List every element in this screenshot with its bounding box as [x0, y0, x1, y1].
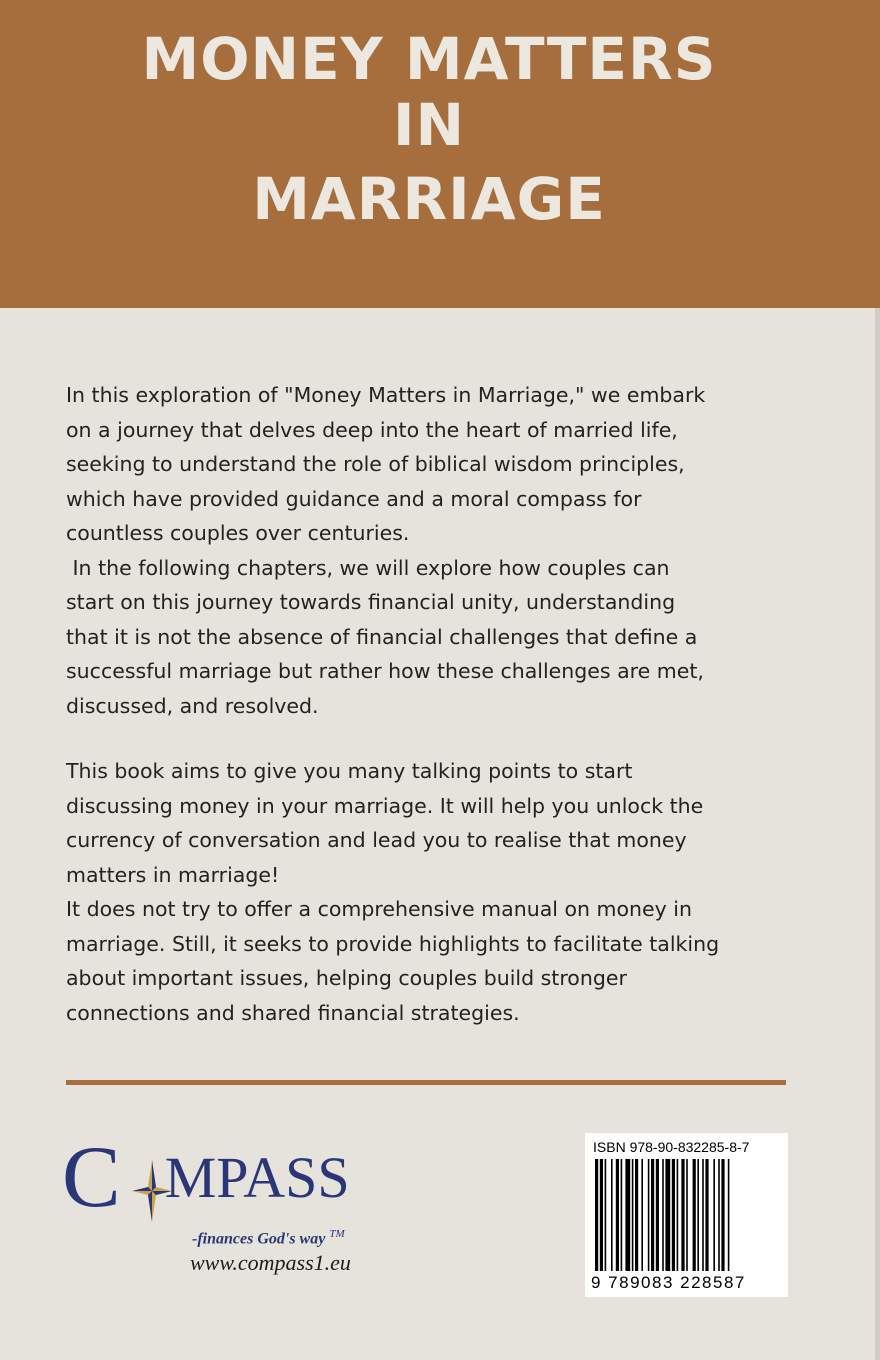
text-line: discussed, and resolved. — [66, 693, 319, 718]
barcode-bar — [718, 1159, 720, 1271]
barcode-bar — [635, 1159, 638, 1271]
text-line: that it is not the absence of financial challenges that define a — [66, 624, 698, 649]
barcode-bar — [651, 1159, 654, 1271]
tagline-text: -finances God's way — [192, 1230, 326, 1248]
logo-tagline — [192, 1228, 345, 1248]
title-line-1: MONEY MATTERS — [141, 25, 717, 93]
compass-logo — [62, 1129, 402, 1284]
barcode-digits: 9 789083 228587 — [591, 1273, 746, 1292]
text-line: successful marriage but rather how these challenges are met, — [66, 659, 704, 683]
compass-star-icon — [132, 1160, 172, 1222]
header-band — [0, 0, 880, 308]
text-line: connections and shared financial strategies. — [66, 1000, 520, 1025]
barcode-bar — [641, 1159, 643, 1271]
barcode-bar — [625, 1159, 630, 1271]
barcode-bar — [632, 1159, 634, 1271]
barcode-bar — [681, 1159, 684, 1271]
text-line: countless couples over centuries. — [66, 521, 410, 545]
barcode-bar — [721, 1159, 724, 1271]
barcode-bar — [605, 1159, 607, 1271]
barcode-bars — [595, 1159, 778, 1271]
text-line: In the following chapters, we will explore how couples can — [66, 555, 670, 580]
text-line: on a journey that delves deep into the heart of married life, — [66, 417, 678, 442]
barcode-bar — [616, 1159, 619, 1271]
barcode-bar — [702, 1159, 704, 1271]
barcode-bar — [677, 1159, 679, 1271]
barcode-bar — [705, 1159, 708, 1271]
barcode-bar — [672, 1159, 675, 1271]
text-line: which have provided guidance and a moral compass for — [66, 486, 642, 511]
text-line: start on this journey towards financial unity, understanding — [66, 590, 676, 614]
barcode-bar — [693, 1159, 696, 1271]
barcode-bar — [665, 1159, 670, 1271]
section-divider — [66, 1080, 786, 1085]
trademark-mark: TM — [329, 1228, 345, 1240]
barcode-bar — [686, 1159, 688, 1271]
barcode-bar — [595, 1159, 598, 1271]
text-line: discussing money in your marriage. It will help you unlock the — [66, 793, 704, 818]
barcode-bar — [728, 1159, 730, 1271]
title-line-3: MARRIAGE — [252, 165, 606, 233]
barcode-bar — [713, 1159, 715, 1271]
text-line: It does not try to offer a comprehensive manual on money in — [66, 897, 692, 921]
website-url: www.compass1.eu — [190, 1250, 351, 1275]
logo-letters: MPASS — [164, 1145, 350, 1210]
description-paragraph-1 — [66, 378, 806, 723]
text-line: marriage. Still, it seeks to provide highlights to facilitate talking — [66, 931, 720, 956]
barcode-bar — [600, 1159, 603, 1271]
barcode-bar — [621, 1159, 623, 1271]
logo-letter-c: C — [62, 1129, 121, 1226]
barcode-bar — [662, 1159, 664, 1271]
page-edge — [875, 308, 880, 1360]
barcode-bar — [656, 1159, 659, 1271]
text-line: about important issues, helping couples build stronger — [66, 966, 627, 990]
text-line: currency of conversation and lead you to realise that money — [66, 828, 687, 852]
text-line: seeking to understand the role of biblical wisdom principles, — [66, 452, 685, 476]
isbn-label: ISBN 978-90-832285-8-7 — [593, 1139, 750, 1155]
text-line: matters in marriage! — [66, 862, 280, 887]
text-line: In this exploration of "Money Matters in Marriage," we embark — [66, 383, 706, 407]
barcode-bar — [648, 1159, 650, 1271]
barcode-bar — [611, 1159, 613, 1271]
logo-wordmark — [62, 1129, 350, 1226]
barcode-bar — [697, 1159, 699, 1271]
isbn-barcode — [585, 1133, 788, 1297]
description-paragraph-2 — [66, 754, 806, 1030]
text-line: This book aims to give you many talking points to start — [66, 759, 633, 783]
title-line-2: IN — [392, 91, 466, 159]
